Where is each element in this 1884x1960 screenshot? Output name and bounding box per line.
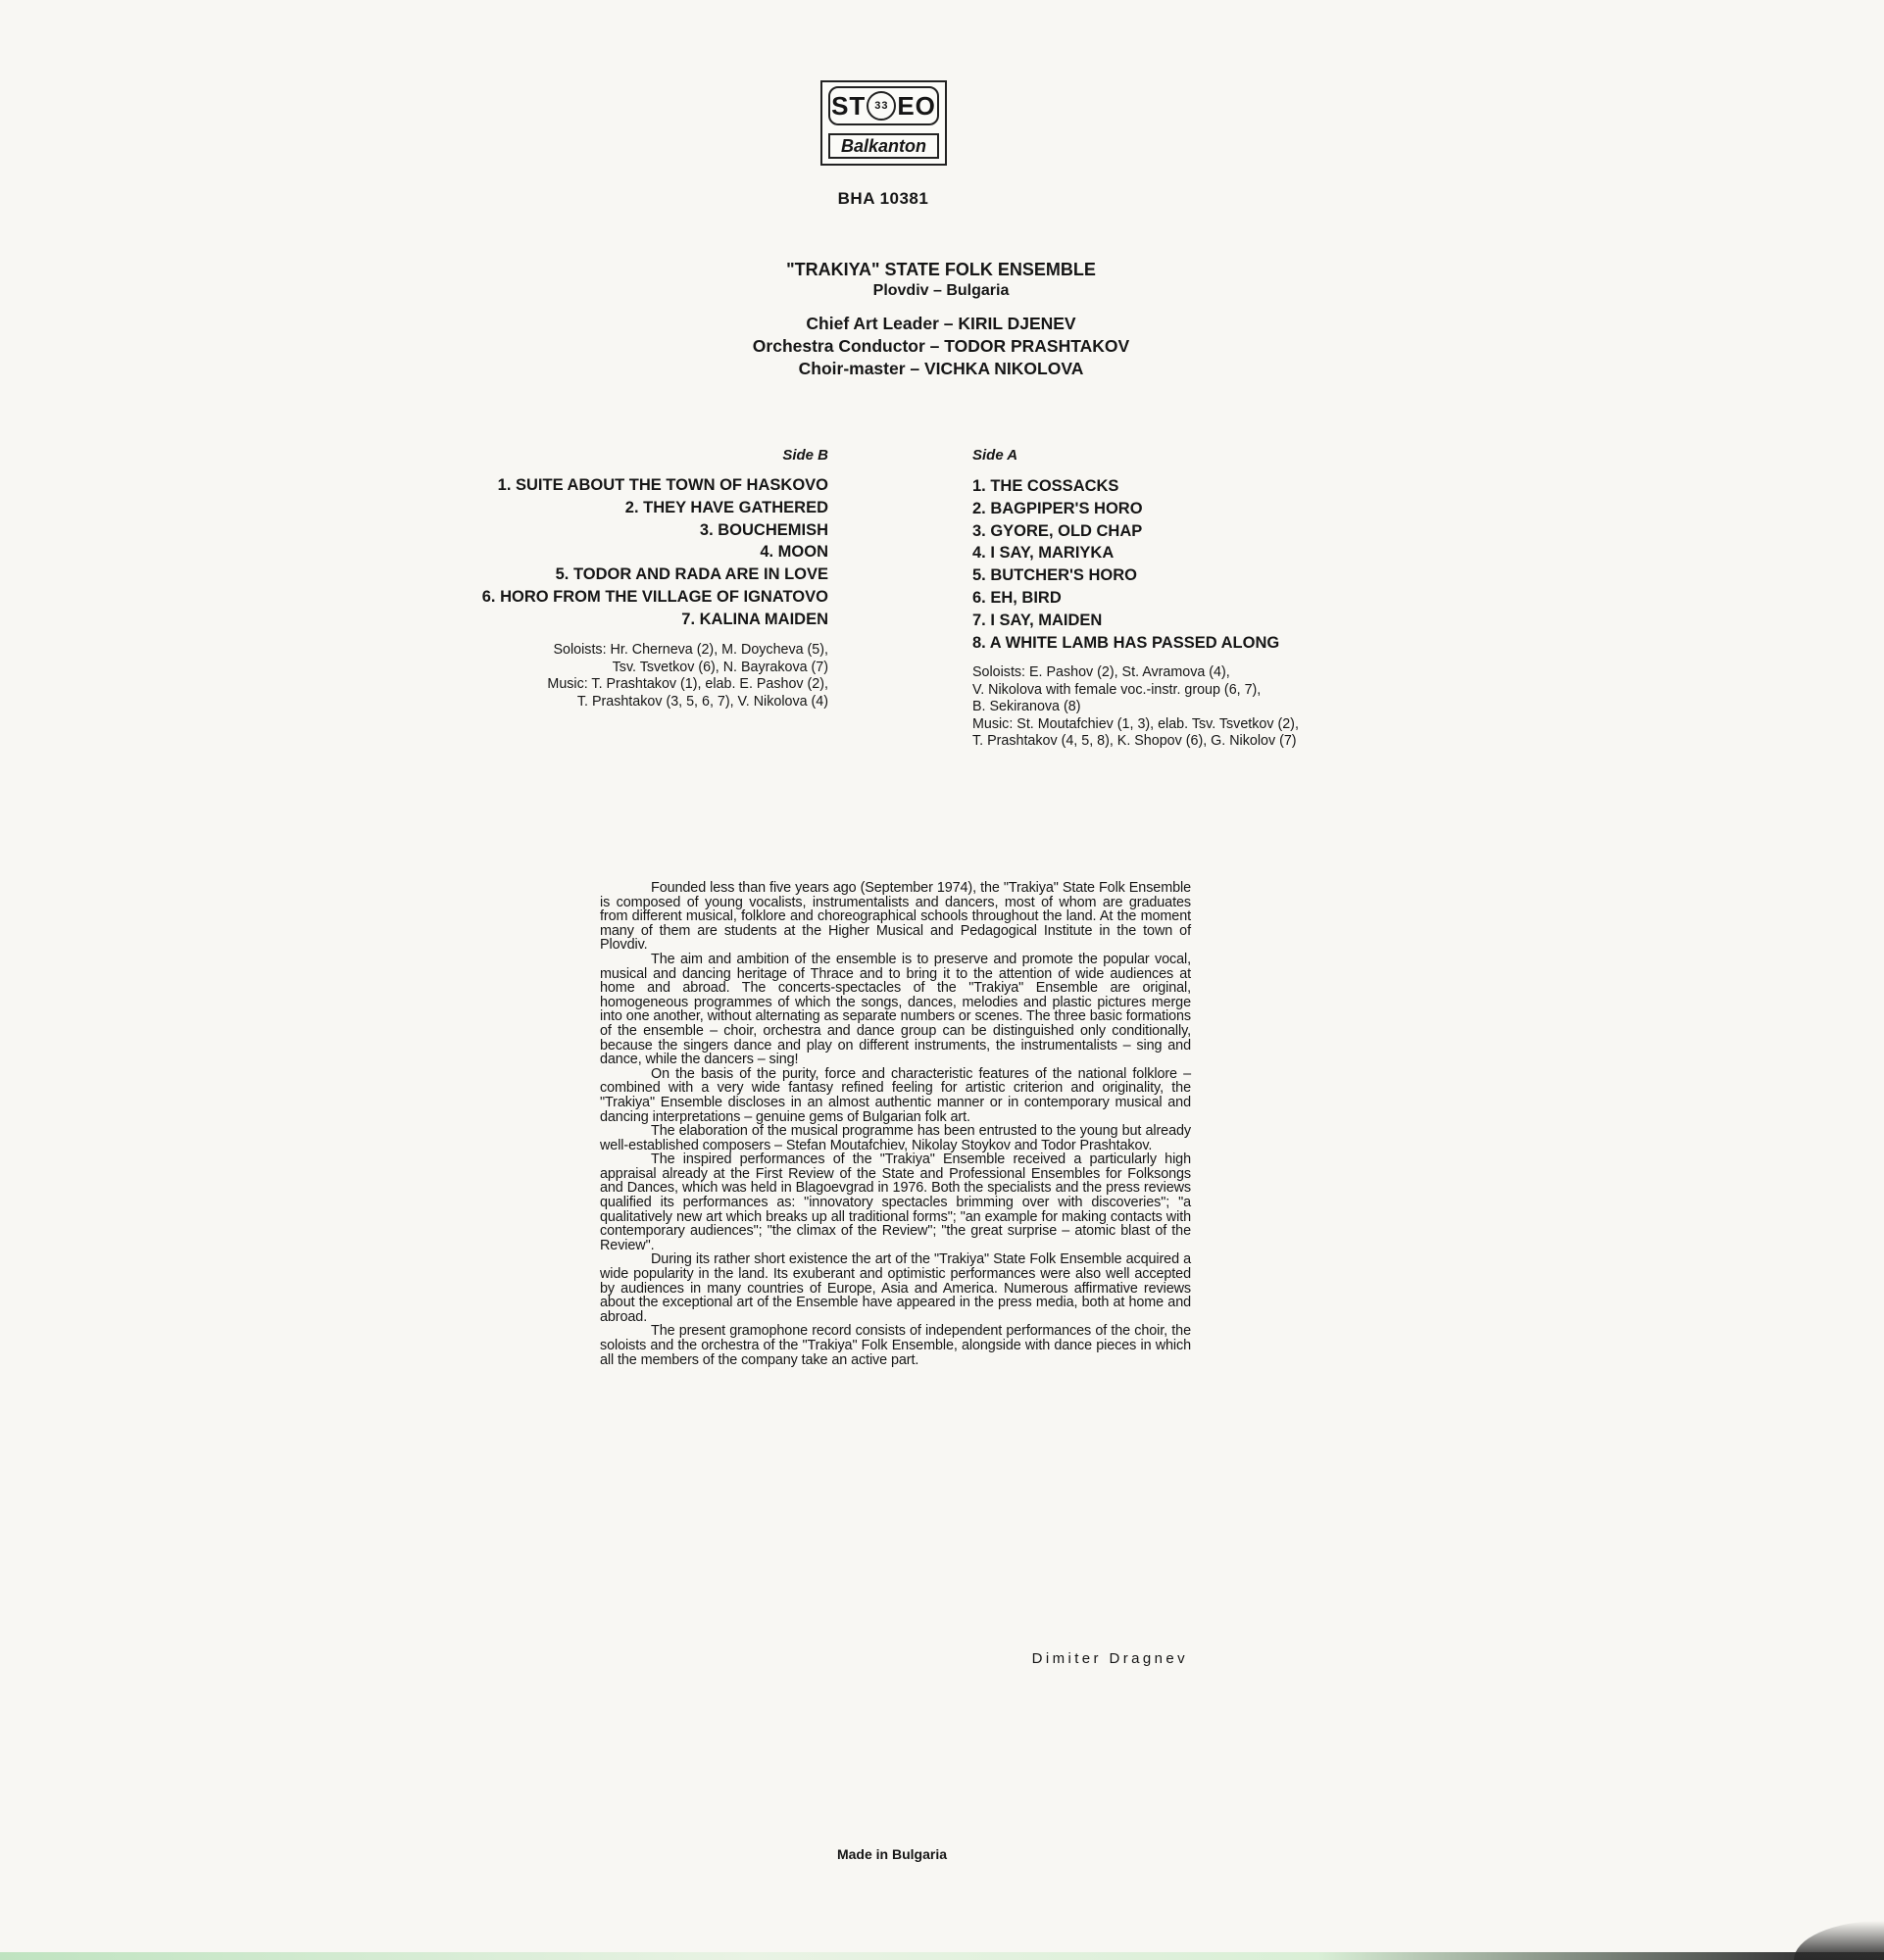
side-b-title: Side B <box>782 447 828 464</box>
liner-paragraph: The aim and ambition of the ensemble is to preserve and promote the popular vocal, musical and dancing heritage of Thrace and to bring it to the attention of wide audiences at home and abroad. The concerts-spectacles of the "Trakiya" Ensemble are original, homogeneous programmes of which the songs, dances, melodies and plastic pictures merge into one another, without alternating as separate numbers or scenes. The three basic formations of the ensemble – choir, orchestra and dance group can be distinguished only conditionally, because the singers dance and play on different instruments, the instrumentalists – sing and dance, while the dancers – sing! <box>600 951 1191 1068</box>
catalog-number: BHA 10381 <box>837 189 929 208</box>
track-item: 7. I SAY, MAIDEN <box>972 611 1103 629</box>
liner-paragraph: During its rather short existence the art of the "Trakiya" State Folk Ensemble acquired a wide popularity in the land. Its exuberant and optimistic performances were also well accepted by audiences in many countries of Europe, Asia and America. Numerous affirmative reviews about the exceptional art of the Ensemble have appeared in the press media, both at home and abroad. <box>600 1251 1191 1325</box>
track-item: 4. I SAY, MARIYKA <box>972 544 1115 563</box>
side-a-title: Side A <box>972 447 1018 464</box>
rpm-badge: 33 <box>867 91 896 121</box>
track-item: 1. SUITE ABOUT THE TOWN OF HASKOVO <box>497 476 828 494</box>
ensemble-name: "TRAKIYA" STATE FOLK ENSEMBLE <box>786 260 1096 279</box>
liner-notes <box>600 881 1191 1367</box>
liner-paragraph: Founded less than five years ago (September 1974), the "Trakiya" State Folk Ensemble is composed of young vocalists, instrumentalists and dancers, most of whom are graduates from different musical, folklore and choreographical schools throughout the land. At the moment many of them are students at the Higher Musical and Pedagogical Institute in the town of Plovdiv. <box>600 880 1191 954</box>
liner-paragraph: The inspired performances of the "Trakiya" Ensemble received a particularly high appraisal already at the First Review of the State and Professional Ensembles for Folksongs and Dances, which was held in Blagoevgrad in 1976. Both the specialists and the press reviews qualified its performances as: "innovatory spectacles brimming over with discoveries"; "a qualitatively new art which breaks up all traditional forms"; "an example for making contacts with contemporary audiences"; "the climax of the Review"; "the great surprise – atomic blast of the Review". <box>600 1152 1191 1253</box>
stereo-text-right: EO <box>897 90 936 121</box>
side-b-credits <box>392 642 828 710</box>
credit-line: Choir-master – VICHKA NIKOLOVA <box>798 359 1084 378</box>
ensemble-location: Plovdiv – Bulgaria <box>872 282 1010 299</box>
side-a-credits <box>972 664 1443 751</box>
brand-name: Balkanton <box>828 133 939 159</box>
credit-line: Orchestra Conductor – TODOR PRASHTAKOV <box>752 336 1130 356</box>
track-item: 8. A WHITE LAMB HAS PASSED ALONG <box>972 633 1280 652</box>
credit-text: Tsv. Tsvetkov (6), N. Bayrakova (7) <box>612 659 828 675</box>
credit-text: T. Prashtakov (4, 5, 8), K. Shopov (6), G. Nikolov (7) <box>972 733 1297 749</box>
track-item: 5. BUTCHER'S HORO <box>972 566 1138 585</box>
credit-text: T. Prashtakov (3, 5, 6, 7), V. Nikolova (4) <box>576 693 828 710</box>
track-item: 1. THE COSSACKS <box>972 477 1119 495</box>
track-item: 2. BAGPIPER'S HORO <box>972 499 1143 517</box>
stereo-text-left: ST <box>831 90 867 121</box>
made-in-label: Made in Bulgaria <box>836 1846 948 1862</box>
balkanton-stereo-logo <box>820 80 947 166</box>
track-item: 4. MOON <box>760 543 828 562</box>
liner-paragraph: The elaboration of the musical programme has been entrusted to the young but already well-established composers – Stefan Moutafchiev, Nikolay Stoykov and Todor Prashtakov. <box>600 1123 1191 1153</box>
credit-line: Chief Art Leader – KIRIL DJENEV <box>806 314 1076 333</box>
credit-text: Soloists: E. Pashov (2), St. Avramova (4), <box>972 664 1230 680</box>
track-item: 2. THEY HAVE GATHERED <box>624 498 828 516</box>
liner-paragraph: The present gramophone record consists of independent performances of the choir, the soloists and the orchestra of the "Trakiya" Folk Ensemble, alongside with dance pieces in which all the members of the company take an active part. <box>600 1323 1191 1368</box>
sleeve-corner-curl <box>1794 1921 1884 1960</box>
track-item: 5. TODOR AND RADA ARE IN LOVE <box>555 565 828 584</box>
track-item: 7. KALINA MAIDEN <box>681 610 828 628</box>
credit-text: B. Sekiranova (8) <box>972 699 1081 714</box>
track-item: 3. BOUCHEMISH <box>699 520 828 539</box>
side-b-tracklist <box>392 474 828 631</box>
track-item: 3. GYORE, OLD CHAP <box>972 521 1143 540</box>
credit-text: Soloists: Hr. Cherneva (2), M. Doycheva (5), <box>553 642 828 658</box>
credit-text: V. Nikolova with female voc.-instr. group (6, 7), <box>972 681 1262 698</box>
credit-text: Music: St. Moutafchiev (1, 3), elab. Tsv. Tsvetkov (2), <box>972 715 1299 732</box>
track-item: 6. HORO FROM THE VILLAGE OF IGNATOVO <box>481 587 828 606</box>
stereo-mark <box>828 86 939 125</box>
side-a-tracklist <box>972 475 1443 654</box>
sleeve-bottom-edge <box>0 1952 1884 1960</box>
author-signature: Dimiter Dragnev <box>1031 1650 1188 1667</box>
track-item: 6. EH, BIRD <box>972 588 1062 607</box>
ensemble-header <box>549 259 1333 380</box>
liner-paragraph: On the basis of the purity, force and characteristic features of the national folklore – combined with a very wide fantasy refined feeling for artistic criterion and originality, the "Trakiya" Ensemble discloses in an almost authentic manner or in contemporary musical and dancing interpretations – genuine gems of Bulgarian folk art. <box>600 1065 1191 1125</box>
credit-text: Music: T. Prashtakov (1), elab. E. Pashov (2), <box>547 676 828 692</box>
